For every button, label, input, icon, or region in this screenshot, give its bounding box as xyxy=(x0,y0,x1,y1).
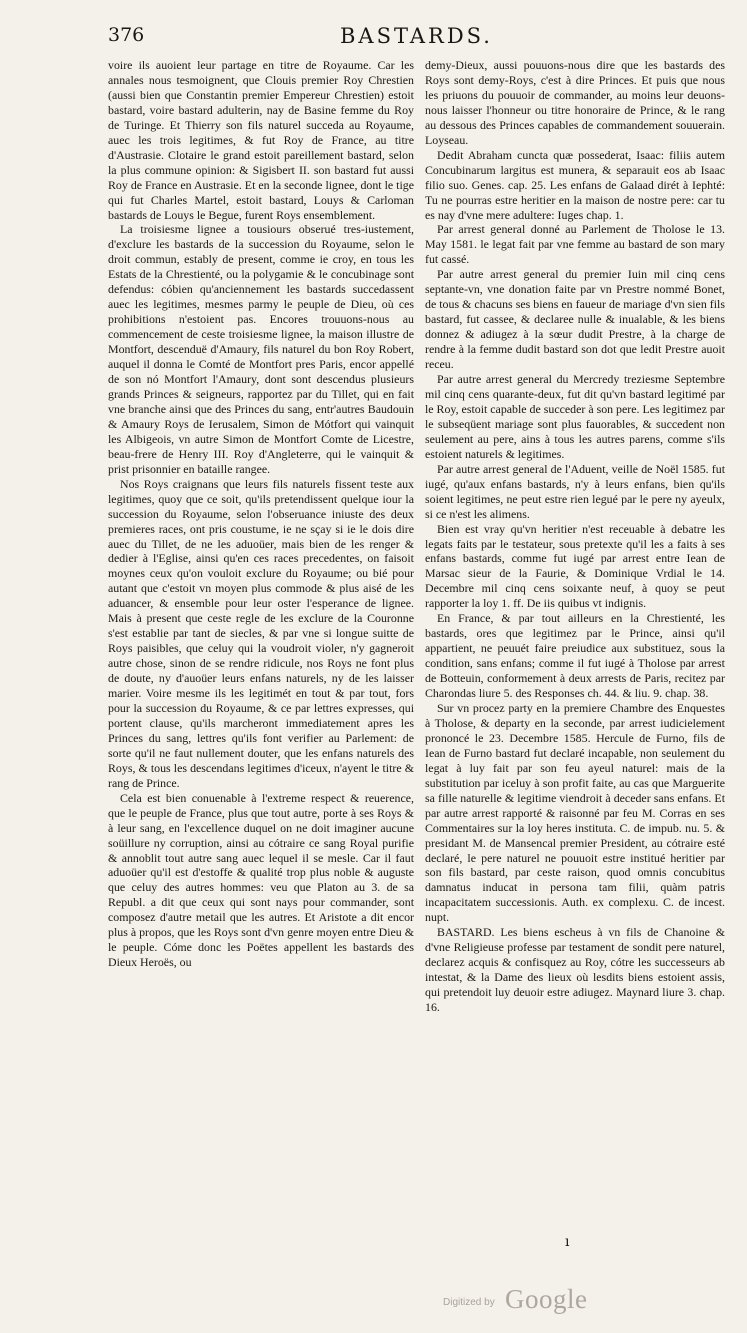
right-paragraph-8: En France, & par tout ailleurs en la Chrestienté, les bastards, ores que legitimez par le Prince, ainsi qu'il appartient, ne peuuét faire preiudice aux substituez, sous la condition, sans enfans; comme il fut iugé à Tholose par arrest de Botteuin, conformement à deux arrests de Paris, recitez par Charondas liure 5. des Responses ch. 44. & liu. 9. chap. 38. xyxy=(425,611,725,701)
left-paragraph-2: La troisiesme lignee a tousiours obserué tres-iustement, d'exclure les bastards de la succession du Royaume, selon le droit commun, estably de present, comme ie croy, en tous les Estats de la Chrestienté, ou la polygamie & le concubinage sont defendus: cóbien qu'anciennement les bastards succedassent auec les legitimes, mesmes parmy le peuple de Dieu, où ces prohibitions n'estoient pas. Encores trouuons-nous au commencement de ceste troisiesme lignee, la maison illustre de Montfort, descenduë d'Amaury, fils naturel du bon Roy Robert, auquel il donna le Comté de Montfort pres Paris, encor appellé de son nó Montfort l'Amaury, dont sont descendus plusieurs grands Princes & seigneurs, rapportez par du Tillet, qui en fait vne branche ainsi que des Princes du sang, entr'autres Baudouin & Amaury Roys de Ierusalem, Simon de Mótfort qui vainquit les Albigeois, vn autre Simon de Montfort Comte de Licestre, beau-frere de Henry III. Roy d'Angleterre, qui le vainquit & prist prisonnier en bataille rangee. xyxy=(108,222,414,476)
right-paragraph-2: Dedit Abraham cuncta quæ possederat, Isaac: filiis autem Concubinarum largitus est munera, & separauit eos ab Isaac filio suo. Genes. cap. 25. Les enfans de Galaad dirét à Iephté: Tu ne pourras estre heritier en la maison de nostre pere: car tu es nay d'vne mere adultere: Iuges chap. 1. xyxy=(425,147,725,222)
left-paragraph-1: voire ils auoient leur partage en titre de Royaume. Car les annales nous tesmoignent, que Clouis premier Roy Chrestien (aussi bien que Constantin premier Empereur Chrestien) estoit bastard, voire bastard adulterin, nay de Basine femme du Roy de Turinge. Et Thierry son fils naturel succeda au Royaume, auec les trois legitimes, & fut Roy de France, au titre d'Austrasie. Clotaire le grand estoit pareillement bastard, selon la plus commune opinion: & Sigisbert II. son bastard fut aussi Roy de France en Austrasie. Et en la seconde lignee, dont le tige qui fut Charles Martel, estoit bastard, Louys & Carloman bastards de Louys le Begue, furent Roys ensemblement. xyxy=(108,58,414,222)
right-column xyxy=(425,58,725,1108)
left-paragraph-4: Cela est bien conuenable à l'extreme respect & reuerence, que le peuple de France, plus que tout autre, porte à ses Roys & à leur sang, en l'excellence duquel on ne doit imaginer aucune soüillure ny corruption, ainsi au cótraire ce sang Royal purifie & annoblit tout autre sang auec lequel il se mesle. Car il faut aduoüer qu'il est d'estoffe & qualité trop plus noble & auguste que celuy des autres hommes: veu que Platon au 3. de sa Republ. a dit que ceux qui sont nays pour commander, sont composez d'autre metail que les autres. Et Aristote a dit encor plus à propos, que les Roys sont d'vn genre moyen entre Dieu & le peuple. Cóme donc les Poëtes appellent les bastards des Dieux Heroës, ou xyxy=(108,790,414,970)
right-paragraph-4: Par autre arrest general du premier Iuin mil cinq cens septante-vn, vne donation faite par vn Prestre nommé Bonet, de tous & chacuns ses biens en faueur de mariage d'vn sien fils bastard, fut cassee, & declaree nulle & inualable, & les biens donnez & adiugez à la sœur dudit Prestre, à la charge de rendre à la femme dudit bastard son dot que ledit Prestre auoit receu. xyxy=(425,267,725,372)
page-number: 376 xyxy=(108,24,145,46)
left-paragraph-3: Nos Roys craignans que leurs fils naturels fissent teste aux legitimes, quoy que ce soit, qu'ils pretendissent quelque iour la succession du Royaume, selon l'obseruance iniuste des deux premieres races, ont pris coustume, ie ne sçay si ie le dois dire auec du Tillet, de ne les aduoüer, mais bien de les renger & dedier à l'Eglise, ainsi qu'en ces races precedentes, on faisoit moynes ceux qu'on vouloit exclure du Royaume; ou bié pour autant que c'estoit vn moyen plus commode & plus aisé de les aduancer, & ensemble pour leur oster l'esperance de lignee. Mais à present que ceste regle de les exclure de la Couronne s'est establie par tant de siecles, & par vne si longue suitte de Roys paisibles, que celuy qui la voudroit violer, n'y gagneroit autre chose, sinon de se rendre ridicule, nos Roys ne font plus de doute, ny d'auoüer leurs enfans naturels, ny de les laisser marier. Voire mesme ils les legitimét en tout & par tout, fors pour la succession du Royaume, & ce par lettres expresses, qui portent clause, qu'ils marcheront immediatement apres les Princes du sang, lettres qu'ils font verifier au Parlement: de sorte qu'il ne faut nullement douter, que les enfans naturels des Roys, & tous les descendans legitimes d'iceux, n'ayent le titre & rang de Prince. xyxy=(108,476,414,790)
left-column xyxy=(108,58,414,1188)
right-paragraph-7: Bien est vray qu'vn heritier n'est receuable à debatre les legats faits par le testateur, sous pretexte qu'il les a faits à ses enfans bastards, comme fut iugé par arrest entre Iean de Marsac sieur de la Faurie, & Dominique Vrdial le 14. Decembre mil cinq cens soixante neuf, à quoy se peut rapporter la loy 1. ff. De iis quibus vt indignis. xyxy=(425,521,725,611)
stray-mark: ı xyxy=(565,1234,570,1250)
running-head: BASTARDS. xyxy=(340,24,493,48)
right-paragraph-5: Par autre arrest general du Mercredy treziesme Septembre mil cinq cens quarante-deux, fut dit qu'vn bastard legitimé par le Roy, estoit capable de succeder à son pere. Les legitimez par le subseqüent mariage sont plus fauorables, & succedent non seulement au pere, ains à tous les autres parens, comme s'ils estoient naturels & legitimes. xyxy=(425,372,725,461)
right-paragraph-3: Par arrest general donné au Parlement de Tholose le 13. May 1581. le legat fait par vne femme au bastard de son mary fut cassé. xyxy=(425,222,725,267)
google-logo: Google xyxy=(505,1284,588,1314)
digitized-label: Digitized by xyxy=(443,1297,495,1308)
digitized-by-google-watermark xyxy=(443,1284,633,1324)
right-paragraph-9: Sur vn procez party en la premiere Chambre des Enquestes à Tholose, & departy en la seconde, par arrest iudicielement prononcé le 23. Decembre 1585. Hercule de Furno, fils de Iean de Furno bastard fut declaré incapable, non seulement du legat à luy fait par son feu ayeul naturel: mais de la substitution par iceluy à son profit faite, au cas que Marguerite sa fille naturelle & legitime viendroit à deceder sans enfans. Et par autre arrest rapporté & raisonné par feu M. Corras en ses Commentaires sur la loy heres instituta. C. de impub. nu. 5. & presidant M. de Mansencal premier President, au cótraire esté declaré, le pere naturel ne pouuoit estre institué heritier par son fils bastard, par ceste raison, quod omnis concubitus damnatus inducat in persona tam filii, quàm patris incapacitatem successionis. Auth. ex complexu. C. de incest. nupt. xyxy=(425,700,725,925)
page-header xyxy=(108,24,508,50)
right-paragraph-1: demy-Dieux, aussi pouuons-nous dire que les bastards des Roys sont demy-Roys, c'est à dire Princes. Et puis que nous les priuons du pouuoir de commander, au moins leur deuons-nous laisser l'honneur ou titre honoraire de Prince, & le rang au dessous des Princes capables de commandement souuerain. Loyseau. xyxy=(425,58,725,147)
right-paragraph-10: BASTARD. Les biens escheus à vn fils de Chanoine & d'vne Religieuse professe par testament de sondit pere naturel, declarez acquis & confisquez au Roy, cótre les successeurs ab intestat, & la Dame des lieux où lesdits biens estoient assis, qui pretendoit luy deuoir estre adiugez. Maynard liure 3. chap. 16. xyxy=(425,925,725,1015)
right-paragraph-6: Par autre arrest general de l'Aduent, veille de Noël 1585. fut iugé, qu'aux enfans bastards, n'y à leurs enfans, bien qu'ils soient legitimes, ne peut estre rien legué par le pere ny ayeulx, si ce n'est les alimens. xyxy=(425,461,725,521)
